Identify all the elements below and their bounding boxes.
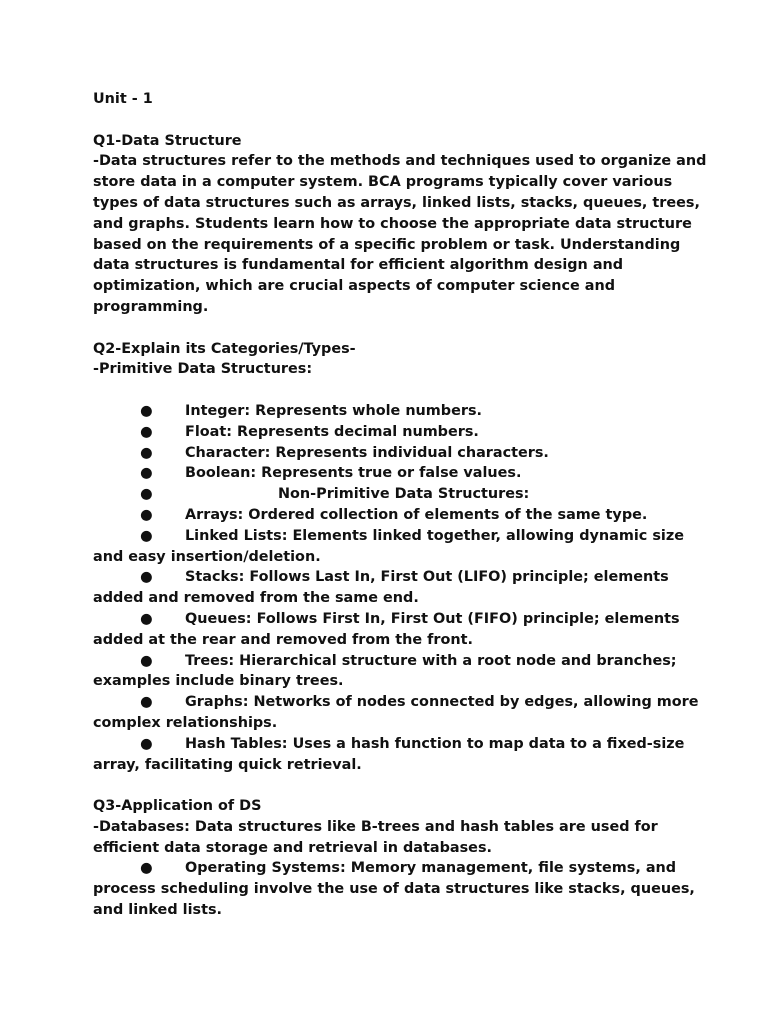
q2-heading: Q2-Explain its Categories/Types- xyxy=(93,340,356,357)
spacer xyxy=(93,110,708,131)
bullet-icon: ● xyxy=(140,527,153,544)
bullet-icon: ● xyxy=(140,465,153,482)
unit-heading: Unit - 1 xyxy=(93,91,153,107)
q2-subheading: -Primitive Data Structures: xyxy=(93,361,313,378)
list-item: ● Hash Tables: Uses a hash function to map data to a fixed-size array, facilitating quick retrieval. xyxy=(93,735,685,773)
bullet-icon: ● xyxy=(140,444,153,461)
bullet-icon: ● xyxy=(140,694,153,711)
bullet-icon: ● xyxy=(140,860,153,877)
list-item: ● Non-Primitive Data Structures: xyxy=(93,484,708,505)
q3-heading: Q3-Application of DS xyxy=(93,798,262,815)
list-item: ● Character: Represents individual characters. xyxy=(93,443,708,464)
spacer xyxy=(93,318,708,339)
list-item: ● Float: Represents decimal numbers. xyxy=(93,422,708,443)
bullet-icon: ● xyxy=(140,486,153,503)
list-item: ● Graphs: Networks of nodes connected by edges, allowing more complex relationships. xyxy=(93,694,699,731)
q3-body: -Databases: Data structures like B-trees and hash tables are used for efficient data storage and retrieval in databases. xyxy=(93,818,658,856)
bullet-icon: ● xyxy=(140,423,153,440)
bullet-icon: ● xyxy=(140,735,153,752)
q1-heading: Q1-Data Structure xyxy=(93,132,242,149)
list-item: ● Boolean: Represents true or false values. xyxy=(93,463,708,484)
bullet-icon: ● xyxy=(140,402,153,419)
list-item: ● Queues: Follows First In, First Out (FIFO) principle; elements added at the rear and removed from the front. xyxy=(93,610,680,648)
spacer xyxy=(93,380,708,401)
q1-body: -Data structures refer to the methods and techniques used to organize and store data in a computer system. BCA programs typically cover various types of data structures such as arrays, linked lists, stacks, queues, trees, and graphs. Students learn how to choose the appropriate data structure based on the requirements of a specific problem or task. Understanding data structures is fundamental for efficient algorithm design and optimization, which are crucial aspects of computer science and programming. xyxy=(93,153,707,315)
bullet-icon: ● xyxy=(140,610,153,627)
spacer xyxy=(93,775,708,796)
list-item: ● Integer: Represents whole numbers. xyxy=(93,401,708,422)
list-item: ● Stacks: Follows Last In, First Out (LIFO) principle; elements added and removed from the same end. xyxy=(93,569,669,607)
list-item: ● Trees: Hierarchical structure with a root node and branches; examples include binary trees. xyxy=(93,652,677,690)
bullet-icon: ● xyxy=(140,506,153,523)
list-item: ● Arrays: Ordered collection of elements of the same type. xyxy=(93,505,708,526)
bullet-icon: ● xyxy=(140,569,153,586)
bullet-icon: ● xyxy=(140,652,153,669)
list-item: ● Operating Systems: Memory management, file systems, and process scheduling involve the use of data structures like stacks, queues, and linked lists. xyxy=(93,860,695,919)
list-item: ● Linked Lists: Elements linked together, allowing dynamic size and easy insertion/deletion. xyxy=(93,527,684,565)
